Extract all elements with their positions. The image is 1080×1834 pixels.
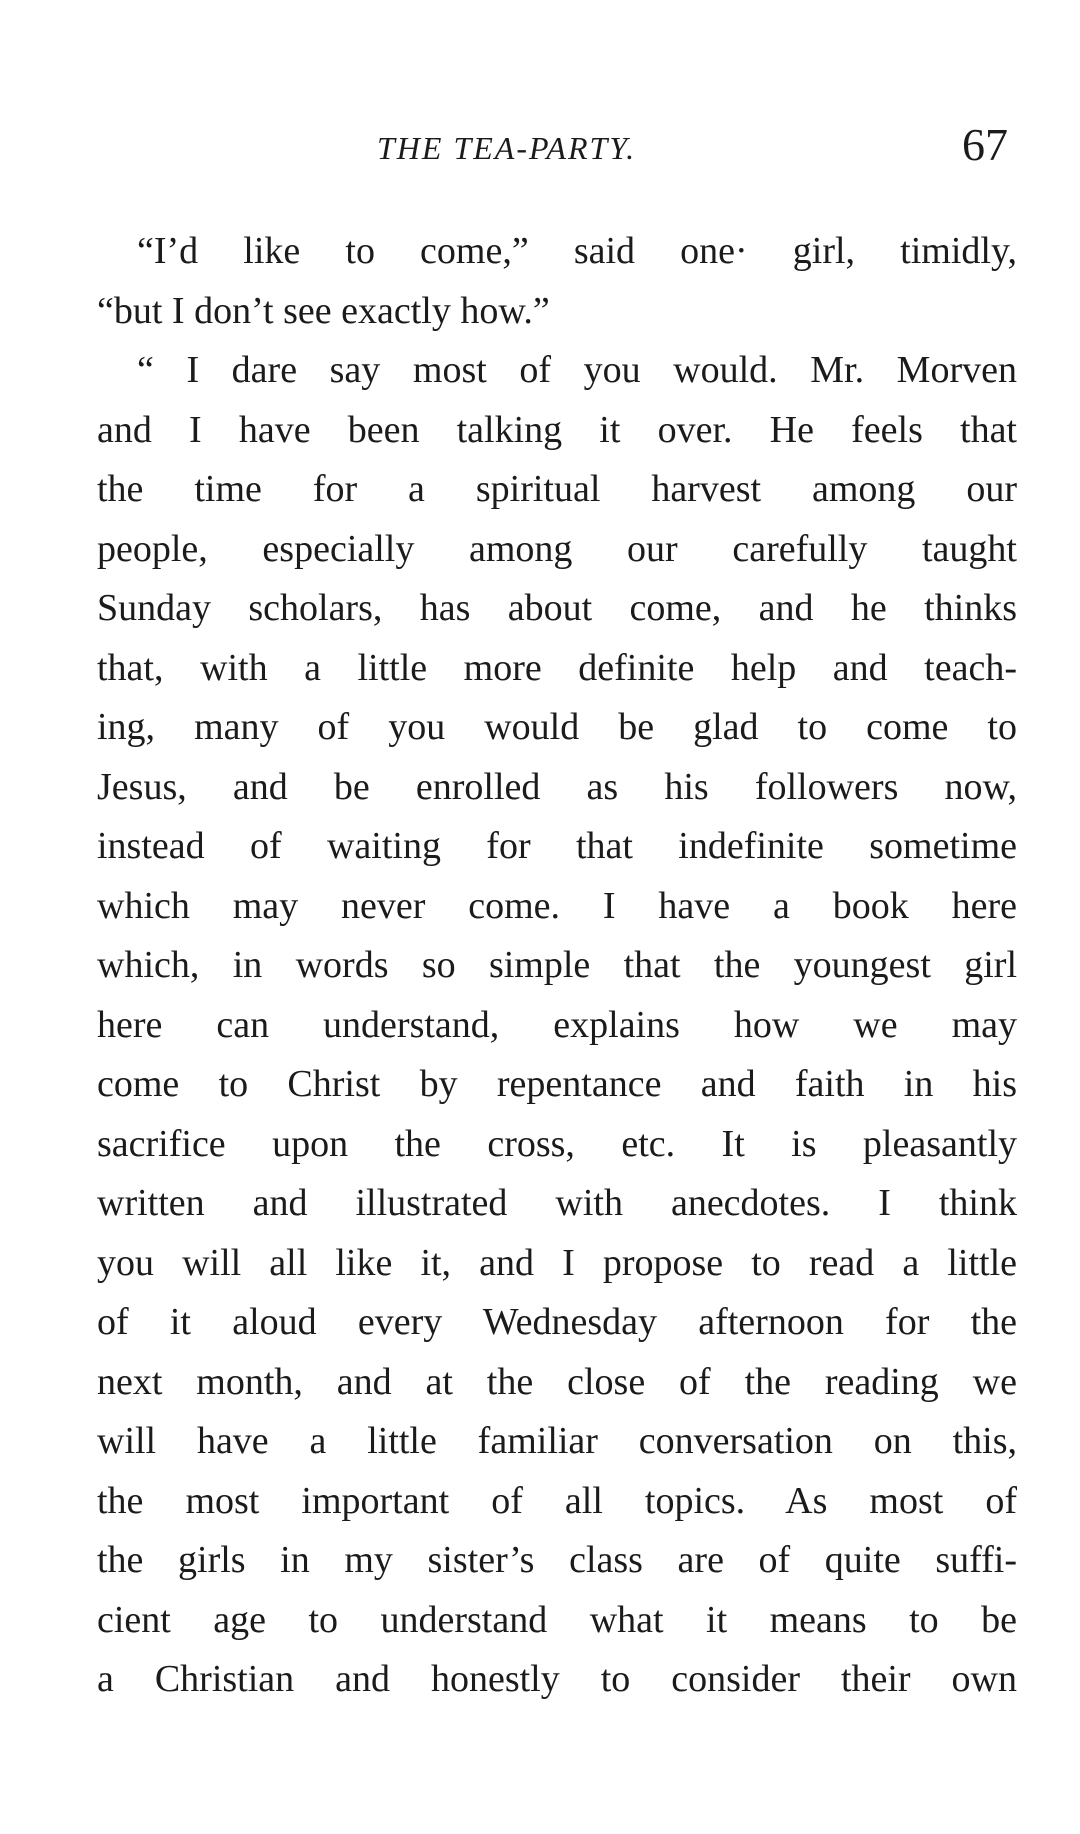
text-line: which, in words so simple that the youngest girl	[97, 944, 1017, 986]
text-line: people, especially among our carefully taught	[97, 527, 1017, 570]
text-line: here can understand, explains how we may	[97, 1003, 1017, 1046]
text-line: which may never come. I have a book here	[97, 884, 1017, 927]
running-title: THE TEA-PARTY.	[377, 130, 637, 166]
text-line: the most important of all topics. As most of	[97, 1479, 1017, 1522]
text-line: you will all like it, and I propose to read a little	[97, 1241, 1017, 1284]
text-line: sacrifice upon the cross, etc. It is pleasantly	[97, 1122, 1017, 1165]
text-line: next month, and at the close of the reading we	[97, 1360, 1017, 1403]
text-line: Sunday scholars, has about come, and he thinks	[97, 587, 1017, 629]
text-line: “but I don’t see exactly how.”	[97, 289, 550, 332]
text-line: the time for a spiritual harvest among our	[97, 468, 1017, 510]
text-line: come to Christ by repentance and faith in his	[97, 1063, 1017, 1105]
text-line: “ I dare say most of you would. Mr. Morven	[137, 349, 1017, 391]
text-line: written and illustrated with anecdotes. I think	[97, 1182, 1017, 1224]
text-line: instead of waiting for that indefinite sometime	[97, 825, 1017, 867]
paragraph	[97, 341, 1017, 1710]
text-line: ing, many of you would be glad to come to	[97, 706, 1017, 748]
text-line: of it aloud every Wednesday afternoon for the	[97, 1301, 1017, 1343]
text-line: “I’d like to come,” said one· girl, timidly,	[137, 230, 1017, 272]
paragraph	[97, 222, 1017, 341]
text-line: Jesus, and be enrolled as his followers now,	[97, 765, 1017, 808]
text-line: a Christian and honestly to consider their own	[97, 1658, 1017, 1700]
text-line: that, with a little more definite help and teach-	[97, 646, 1017, 689]
text-line: and I have been talking it over. He feels that	[97, 408, 1017, 451]
text-line: the girls in my sister’s class are of quite suffi-	[97, 1539, 1017, 1581]
text-line: cient age to understand what it means to be	[97, 1598, 1017, 1641]
running-head	[0, 118, 1080, 178]
body-text	[97, 222, 1017, 1710]
page-number: 67	[962, 119, 1008, 170]
text-line: will have a little familiar conversation on this,	[97, 1420, 1017, 1462]
